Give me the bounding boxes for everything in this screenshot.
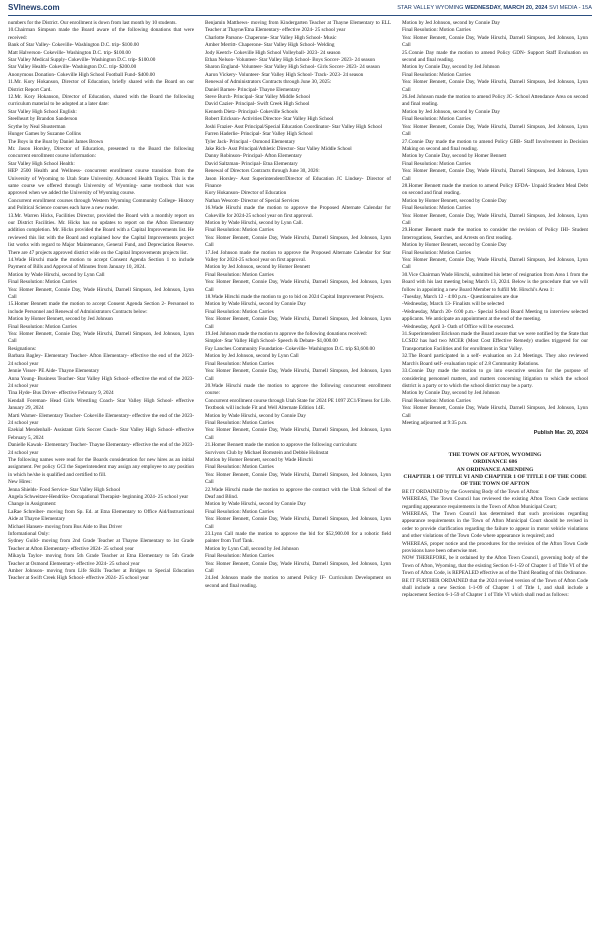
minutes-paragraph: 16.Wade Hirschi made the motion to approve the Proposed Alternate Calendar for Cokeville for 2024-25 school year on first approval. [205, 205, 391, 219]
minutes-paragraph: Final Resolution: Motion Carries [205, 464, 274, 471]
minutes-paragraph: Star Valley Medical Supply- Cokeville- Washington D.C. trip- $100.00 [8, 57, 156, 64]
minutes-paragraph: 14.Wade Hirschi made the motion to accept Consent Agenda Section 1 to include Payment of Bills and Approval of Minutes from January 10, 2024. [8, 257, 194, 271]
minutes-paragraph: Renewal of Administrators Contracts through June 30, 2025: [205, 79, 332, 86]
minutes-paragraph: Kenneth Dietz- Principal- Cokeville Schools [205, 108, 298, 115]
minutes-paragraph: Final Resolution: Motion Carries [402, 160, 471, 167]
minutes-paragraph: Yea: Homer Bennett, Connie Day, Wade Hirschi, Darnell Simpson, Jed Johnson, Lynn Call [402, 212, 588, 226]
minutes-paragraph: Motion by Homer Bennett, second by Jed Johnson [8, 316, 113, 323]
minutes-paragraph: Daniel Barnes- Principal- Thayne Elementary [205, 86, 300, 93]
minutes-paragraph: Final Resolution: Motion Carries [402, 397, 471, 404]
minutes-paragraph: Motion by Jed Johnson, second by Homer Bennett [205, 264, 310, 271]
column-3 [402, 20, 588, 923]
minutes-paragraph: Motion by Connie Day, second by Jed Johnson [402, 390, 500, 397]
minutes-continued [402, 20, 588, 427]
minutes-paragraph: 29.Homer Bennett made the motion to consider the revision of Policy IHI- Student Interrogations, Searches, and Arrests on first reading. [402, 227, 588, 241]
minutes-paragraph: Kendall Foreman- Head Girls Wrestling Coach- Star Valley High School- effective January 29, 2024 [8, 397, 194, 412]
minutes-paragraph: 24.Jed Johnson made the motion to amend Policy IF- Curriculum Development on second and final reading. [205, 575, 391, 589]
minutes-paragraph: Yea: Homer Bennett, Connie Day, Wade Hirschi, Darnell Simpson, Jed Johnson, Lynn Call [205, 471, 391, 486]
minutes-paragraph: Michael Hansen- moving from Bus Aide to Bus Driver [8, 523, 123, 530]
minutes-paragraph: 17.Jed Johnson made the motion to approve the Proposed Alternate Calendar for Star Valley for 2024-25 school year on first approval. [205, 249, 391, 263]
minutes-paragraph: Yea: Homer Bennett, Connie Day, Wade Hirschi, Darnell Simpson, Jed Johnson, Lynn Call [205, 368, 391, 382]
minutes-paragraph: Sydney Guild- moving from 2nd Grade Teacher at Thayne Elementary to 1st Grade Teacher at Afton Elementary- effective 2024- 25 school year [8, 538, 194, 552]
minutes-paragraph: Mr. Jason Horsley, Director of Education, presented to the Board the following concurrent enrollment course information: [8, 145, 194, 160]
minutes-paragraph: 12.Mr. Kory Hokanson, Director of Education, shared with the Board the following curriculum material to be adopted at a later date: [8, 94, 194, 108]
minutes-paragraph: Barbara Bagley- Elementary Teacher- Afton Elementary- effective the end of the 2023- 24 school year [8, 353, 194, 367]
column-2 [205, 20, 391, 923]
minutes-paragraph: Star Valley Health- Cokeville- Washington D.C. trip- $200.00 [8, 64, 137, 71]
folio-line [397, 3, 592, 13]
minutes-paragraph: Simplot- Star Valley High School- Speech & Debate- $1,000.00 [205, 338, 338, 345]
minutes-paragraph: Yea: Homer Bennett, Connie Day, Wade Hirschi, Darnell Simpson, Jed Johnson, Lynn Call [205, 234, 391, 249]
minutes-paragraph: David Saltzman- Principal- Etna Elementary [205, 160, 298, 167]
page-section: SVI MEDIA - 15A [549, 5, 592, 11]
minutes-paragraph: Matt Halverson- Cokeville- Washington D.C. trip- $100.00 [8, 49, 131, 56]
minutes-paragraph: Tyler Jack- Principal - Osmond Elementary [205, 138, 296, 145]
minutes-paragraph: 28.Homer Bennett made the motion to amend Policy EFDA- Unpaid Student Meal Debt on second and final reading. [402, 182, 588, 197]
minutes-paragraph: Yea: Homer Bennett, Connie Day, Wade Hirschi, Darnell Simpson, Jed Johnson, Lynn Call [8, 331, 194, 345]
minutes-paragraph: LaRae Schreiber- moving from Sp. Ed. at Etna Elementary to Office Aid/Instructional Aide at Thayne Elementary [8, 508, 194, 523]
minutes-paragraph: Final Resolution: Motion Carries [205, 271, 274, 278]
minutes-paragraph: Motion by Lynn Call, second by Jed Johnson [205, 545, 299, 552]
minutes-paragraph: Final Resolution: Motion Carries [8, 323, 77, 330]
ordinance-paragraph: WHEREAS, The Town Council has reviewed the existing Afton Town Code sections regarding appearance requirements in the Town of Afton Municipal Court; [402, 496, 588, 510]
minutes-paragraph: Motion by Connie Day, second by Homer Bennett [402, 153, 507, 160]
minutes-paragraph: 30.Vice Chairman Wade Hirschi, submitted his letter of resignation from Area 1 from the Board with his last meeting being March 13, 2024. Below is the procedure that we will follow in appointing a new Board Member to fulfill Mr. Hirschi's Area 1: [402, 271, 588, 293]
minutes-paragraph: Hunger Games by Suzanne Collins [8, 131, 81, 138]
minutes-paragraph: Danielle Kawak- Elementary Teacher- Thayne Elementary- effective the end of the 2023- 24 school year [8, 442, 194, 456]
minutes-paragraph: Concurrent enrollment course through Utah State for 2024 PE 1097 ZC1/Fitness for Life. Textbook will include Fit and Well Alternate Edition 14E. [205, 397, 391, 412]
article-columns [8, 20, 592, 923]
minutes-paragraph: HEP 2500 Health and Wellness- concurrent enrollment course transition from the University of Wyoming to Utah State University. Advanced Health Topics. This is the same course we offered through University of Wyoming- same textbook that was approved when we added the University of Wyoming course. [8, 168, 194, 197]
minutes-paragraph: Angela Schweitzer-Hendriks- Occupational Therapist- beginning 2024- 25 school year [8, 494, 189, 500]
minutes-paragraph: Concurrent enrollment courses through Western Wyoming Community College- History and Political Science courses each have a new reader. [8, 197, 194, 212]
ordinance-paragraph: WHEREAS, proper notice and the procedures for the revision of the Afton Town Code provisions have been otherwise met. [402, 540, 588, 555]
minutes-paragraph: Kory Hokanson- Director of Education [205, 190, 287, 197]
minutes-paragraph: Jenna Shields- Food Service- Star Valley High School [8, 486, 121, 493]
site-name[interactable]: SVInews.com [8, 3, 60, 12]
minutes-paragraph: Nathan Wescott- Director of Special Services [205, 197, 300, 204]
minutes-paragraph: New Hires: [8, 479, 32, 486]
minutes-paragraph: 21.Homer Bennett made the motion to approve the following curriculum: [205, 442, 358, 449]
minutes-paragraph: Jason Horsley- Asst Superintendent/Director of Education JC Lindsey- Director of Finance [205, 175, 391, 189]
minutes-paragraph: Fay Lanches Community Foundation- Cokeville- Washington D.C. trip $3,600.00 [205, 345, 375, 352]
minutes-paragraph: Motion by Wade Hirschi, second by Lynn Call. [205, 219, 303, 226]
minutes-paragraph: Danny Robinson- Principal- Afton Elementary [205, 153, 302, 160]
minutes-paragraph: Farren Haderlie- Principal- Star Valley High School [205, 131, 313, 138]
issue-date: WEDNESDAY, MARCH 20, 2024 [465, 5, 548, 11]
minutes-paragraph: Motion by Jed Johnson, second by Lynn Call [205, 353, 299, 360]
minutes-paragraph: Sharon England- Volunteer- Star Valley High School- Girls Soccer- 2023- 24 season [205, 64, 380, 71]
minutes-paragraph: Motion by Jed Johnson, second by Connie Day [402, 108, 500, 115]
minutes-paragraph: David Cazier- Principal- Swift Creek High School [205, 101, 310, 108]
ordinance-paragraph: WHEREAS, The Town Council has determined that such provisions regarding appearance requirements in the Town of Afton Municipal Court should be revised in order to provide clarification regarding the failure to appear in motor vehicle violations and other violations of the Town Code where appearance is required; and [402, 511, 588, 540]
minutes-paragraph: Motion by Homer Bennett, second by Connie Day [402, 242, 507, 249]
minutes-paragraph: Renewal of Directors Contracts through June 30, 2026: [205, 168, 320, 175]
ordinance-heading: AN ORDINANCE AMENDING [456, 466, 534, 473]
minutes-paragraph: -Wednesday, April 3- Oath of Office will be executed. [402, 323, 515, 330]
minutes-paragraph: Tina Hyde- Bus Driver- effective February 9, 2024 [8, 390, 114, 397]
minutes-paragraph: Marti Warner- Elementary Teacher- Cokeville Elementary- effective the end of the 2023- 24 school year [8, 412, 194, 426]
minutes-paragraph: 11.Mr. Kory Hokanson, Director of Education, briefly shared with the Board on our District Report Card. [8, 79, 194, 93]
minutes-paragraph: Yea: Homer Bennett, Connie Day, Wade Hirschi, Darnell Simpson, Jed Johnson, Lynn Call [402, 123, 588, 138]
minutes-paragraph: 15.Homer Bennett made the motion to accept Consent Agenda Section 2- Personnel to include Personnel and Renewal of Administrators Contracts below: [8, 301, 194, 315]
minutes-paragraph: Yea: Homer Bennett, Connie Day, Wade Hirschi, Darnell Simpson, Jed Johnson, Lynn Call [205, 279, 391, 293]
column-1 [8, 20, 194, 923]
minutes-paragraph: Motion by Homer Bennett, second by Connie Day [402, 197, 507, 204]
minutes-paragraph: Steve Burch- Principal- Star Valley Middle School [205, 94, 311, 101]
minutes-paragraph: Amber Merritt- Chaperone- Star Valley High School- Welding [205, 42, 335, 49]
ordinance-body [402, 489, 588, 600]
ordinance-paragraph: BE IT FURTHER ORDAINED that the 2024 revised version of the Town of Afton Code shall include a new Section 1-1-09 of Chapter 1 of Title 1, and shall include a replacement Section 6-1-59 of Chapter 1 of Title VI which shall read as follows: [402, 577, 588, 599]
minutes-paragraph: -Tuesday, March 12 - 4:00 p.m.- Questionnaires are due [402, 294, 519, 301]
minutes-paragraph: Motion by Homer Bennett, second by Wade Hirschi [205, 456, 313, 463]
minutes-paragraph: Final Resolution: Motion Carries [402, 71, 471, 78]
minutes-paragraph: Yea: Homer Bennett, Connie Day, Wade Hirschi, Darnell Simpson, Jed Johnson, Lynn Call [205, 427, 391, 441]
minutes-paragraph: Motion by Jed Johnson, second by Connie Day [402, 20, 500, 26]
minutes-paragraph: 19.Jed Johnson made the motion to approve the following donations received: [205, 331, 368, 338]
minutes-paragraph: Joshi Frazier- Asst Principal/Special Education Coordinator- Star Valley High School [205, 123, 383, 130]
minutes-paragraph: Motion by Connie Day, second by Jed Johnson [402, 64, 500, 71]
minutes-paragraph: 32.The Board participated in a self- evaluation on 2.4 Meetings. They also reviewed March's Board self- evaluation topic of 2.8 Community Relations. [402, 353, 588, 367]
minutes-paragraph: Anonymous Donation- Cokeville High School Football Fund- $400.00 [8, 71, 155, 78]
minutes-paragraph: 26.Jed Johnson made the motion to amend Policy JC- School Attendance Area on second and final reading. [402, 94, 588, 108]
minutes-paragraph: Amber Johnson- moving from Life Skills Teacher at Bridges to Special Education Teacher at Swift Creek High School- effective 2024- 25 school year [8, 568, 194, 582]
minutes-paragraph: Bank of Star Valley- Cokeville- Washington D.C. trip- $100.00 [8, 42, 139, 49]
ordinance-paragraph: NOW THEREFORE, be it ordained by the Afton Town Council, governing body of the Town of Afton, Wyoming, that the existing Section 6-1-59 of Chapter 1 of Title VI of the Town of Afton Code, is REPEALED effective as of the Third Reading of this Ordinance. [402, 555, 588, 577]
minutes-paragraph: Final Resolution: Motion Carries [402, 249, 471, 256]
minutes-paragraph: Robert Erickson- Activities Director- Star Valley High School [205, 116, 334, 123]
minutes-paragraph: 20.Wade Hirschi made the motion to approve the following concurrent enrollment course: [205, 382, 391, 397]
minutes-paragraph: Ethan Nelson- Volunteer- Star Valley High School- Boys Soccer- 2023- 24 season [205, 57, 375, 64]
minutes-paragraph: Final Resolution: Motion Carries [402, 205, 471, 212]
minutes-paragraph: The Boys in the Boat by Daniel James Brown [8, 138, 104, 145]
minutes-paragraph: Final Resolution: Motion Carries [205, 360, 274, 367]
minutes-paragraph: Yea: Homer Bennett, Connie Day, Wade Hirschi, Darnell Simpson, Jed Johnson, Lynn Call [402, 257, 588, 271]
minutes-paragraph: Benjamin Matthews- moving from Kindergarten Teacher at Thayne Elementary to ELL Teacher at Thayne/Etna Elementary- effective 2024- 25 school year [205, 20, 391, 34]
minutes-paragraph: Motion by Wade Hirschi, second by Connie Day [205, 301, 306, 308]
minutes-paragraph: Final Resolution: Motion Carries [8, 279, 77, 286]
ordinance-heading: ORDINANCE 686 [472, 459, 518, 466]
minutes-paragraph: Jennie Visser- PE Aide- Thayne Elementary [8, 368, 100, 375]
minutes-paragraph: -Wednesday, March 13- Finalists will be selected [402, 301, 504, 308]
minutes-paragraph: Final Resolution: Motion Carries [205, 553, 274, 560]
minutes-paragraph: Mikayla Taylor- moving from 5th Grade Teacher at Etna Elementary to 5th Grade Teacher at Osmond Elementary- effective 2024- 25 school year [8, 553, 194, 567]
minutes-paragraph: Steelheart by Brandon Sanderson [8, 116, 78, 123]
minutes-paragraph: Anna Young- Business Teacher- Star Valley High School- effective the end of the 2023- 24 school year [8, 375, 194, 389]
minutes-paragraph: Final Resolution: Motion Carries [205, 508, 274, 515]
ordinance-title [402, 452, 588, 489]
paper-title: STAR VALLEY WYOMING [397, 5, 464, 11]
minutes-paragraph: 10.Chairman Simpson made the Board aware of the following donations that were received: [8, 27, 194, 41]
minutes-paragraph: Informational Only: [8, 531, 50, 538]
minutes-paragraph: Change in Assignment: [8, 501, 57, 508]
minutes-paragraph: 25.Connie Day made the motion to amend Policy GDN- Support Staff Evaluation on second and final reading. [402, 49, 588, 64]
minutes-paragraph: Jake Rich- Asst Principal/Athletic Director- Star Valley Middle School [205, 145, 352, 152]
minutes-paragraph: Yea: Homer Bennett, Connie Day, Wade Hirschi, Darnell Simpson, Jed Johnson, Lynn Call [402, 34, 588, 49]
minutes-paragraph: numbers for the District. Our enrollment is down from last month by 10 students. [8, 20, 177, 26]
minutes-paragraph: Final Resolution: Motion Carries [402, 116, 471, 123]
ordinance-heading: THE TOWN OF AFTON, WYOMING [448, 451, 542, 458]
minutes-paragraph: 27.Connie Day made the motion to amend Policy GBB- Staff Involvement in Decision Making on second and final reading. [402, 138, 588, 152]
minutes-paragraph: Star Valley High School English: [8, 108, 77, 115]
minutes-paragraph: Survivors Club by Michael Bornstein and Debbie Holinstat [205, 449, 329, 456]
minutes-paragraph: Scythe by Neal Shusterman [8, 123, 66, 130]
minutes-paragraph: Motion by Wade Hirschi, second by Connie Day [205, 412, 306, 419]
minutes-paragraph: Yea: Homer Bennett, Connie Day, Wade Hirschi, Darnell Simpson, Jed Johnson, Lynn Call [205, 516, 391, 530]
minutes-paragraph: Aaron Vickery- Volunteer- Star Valley High School- Track- 2023- 24 season [205, 71, 364, 78]
minutes-paragraph: Yea: Homer Bennett, Connie Day, Wade Hirschi, Darnell Simpson, Jed Johnson, Lynn Call [205, 560, 391, 575]
minutes-paragraph: 13.Mr. Warren Hicks, Facilities Director, provided the Board with a monthly report on our District Facilities. Mr. Hicks has no updates to report on the Afton Elementary addition completion. Mr. Hicks provided the Board with a Capital Improvements list. He reviewed this list with the Board and explained how the Capital Improvements project list works with regard to Major Maintenance, General Fund, and Depreciation Reserve. There are 47 projects approved district wide on the Capital Improvements projects list. [8, 212, 194, 256]
minutes-paragraph: Yea: Homer Bennett, Connie Day, Wade Hirschi, Darnell Simpson, Jed Johnson, Lynn Call [402, 79, 588, 93]
minutes-paragraph: The following names were read for the Boards consideration for new hires as an initial assignment. Per policy GCI the Superintendent may assign any employee to any position in which he/she is qualified and certified to fill. [8, 456, 194, 478]
minutes-paragraph: 23.Lynn Call made the motion to approve the bid for $52,900.00 for a robotic field painter from Turf Tank. [205, 531, 391, 545]
minutes-paragraph: Star Valley High School Health: [8, 160, 75, 167]
minutes-paragraph: Yea: Homer Bennett, Connie Day, Wade Hirschi, Darnell Simpson, Jed Johnson, Lynn Call [8, 286, 194, 301]
minutes-paragraph: Final Resolution: Motion Carries [205, 308, 274, 315]
minutes-paragraph: Final Resolution: Motion Carries [205, 227, 274, 234]
minutes-paragraph: 22.Wade Hirschi made the motion to approve the contract with the Utah School of the Deaf and Blind. [205, 486, 391, 500]
minutes-paragraph: 31.Superintendent Erickson made the Board aware that we were notified by the State that LCSD2 has had two MCER (Most Cost Effective Remedy) studies triggered for our Transportation Facilities and for enrollment in Star Valley. [402, 331, 588, 352]
minutes-paragraph: Charlotte Parsons- Chaperone- Star Valley High School- Music [205, 34, 337, 41]
minutes-paragraph: Ezekial Mendenhall- Assistant Girls Soccer Coach- Star Valley High School- effective February 5, 2024 [8, 427, 194, 441]
minutes-paragraph: Motion by Wade Hirschi, second by Lynn Call [8, 271, 105, 278]
minutes-paragraph: Final Resolution: Motion Carries [205, 419, 274, 426]
header-rule [8, 15, 592, 16]
minutes-paragraph: Yea: Homer Bennett, Connie Day, Wade Hirschi, Darnell Simpson, Jed Johnson, Lynn Call [402, 168, 588, 182]
minutes-paragraph: 18.Wade Hirschi made the motion to go to bid on 2024 Capital Improvement Projects. [205, 294, 384, 301]
minutes-paragraph: Final Resolution: Motion Carries [402, 27, 471, 34]
minutes-paragraph: Resignations: [8, 345, 37, 352]
minutes-paragraph: Jody Keetch- Cokeville High School Volleyball- 2023- 24 season [205, 49, 341, 56]
minutes-paragraph: 33.Connie Day made the motion to go into executive session for the purpose of considering personnel matters, and matters concerning litigation to which the school district is a party or to which the school district may be a party. [402, 368, 588, 389]
minutes-paragraph: Yea: Homer Bennett, Connie Day, Wade Hirschi, Darnell Simpson, Jed Johnson, Lynn Call [205, 316, 391, 330]
masthead [8, 3, 592, 13]
minutes-paragraph: Yea: Homer Bennett, Connie Day, Wade Hirschi, Darnell Simpson, Jed Johnson, Lynn Call [402, 405, 588, 419]
ordinance-paragraph: BE IT ORDAINED by the Governing Body of the Town of Afton: [402, 488, 540, 495]
ordinance-heading: CHAPTER 1 OF TITLE VI AND CHAPTER 1 OF TITLE I OF THE CODE OF THE TOWN OF AFTON [403, 473, 587, 488]
minutes-paragraph: -Wednesday, March 20- 6:00 p.m.- Special School Board Meeting to interview selected applicants. We anticipate an appointment at the end of the meeting. [402, 308, 588, 323]
publish-line: Publish Mar. 20, 2024 [533, 430, 588, 437]
minutes-paragraph: Meeting adjourned at 9:35 p.m. [402, 419, 468, 426]
minutes-paragraph: Motion by Wade Hirschi, second by Connie Day [205, 501, 306, 508]
